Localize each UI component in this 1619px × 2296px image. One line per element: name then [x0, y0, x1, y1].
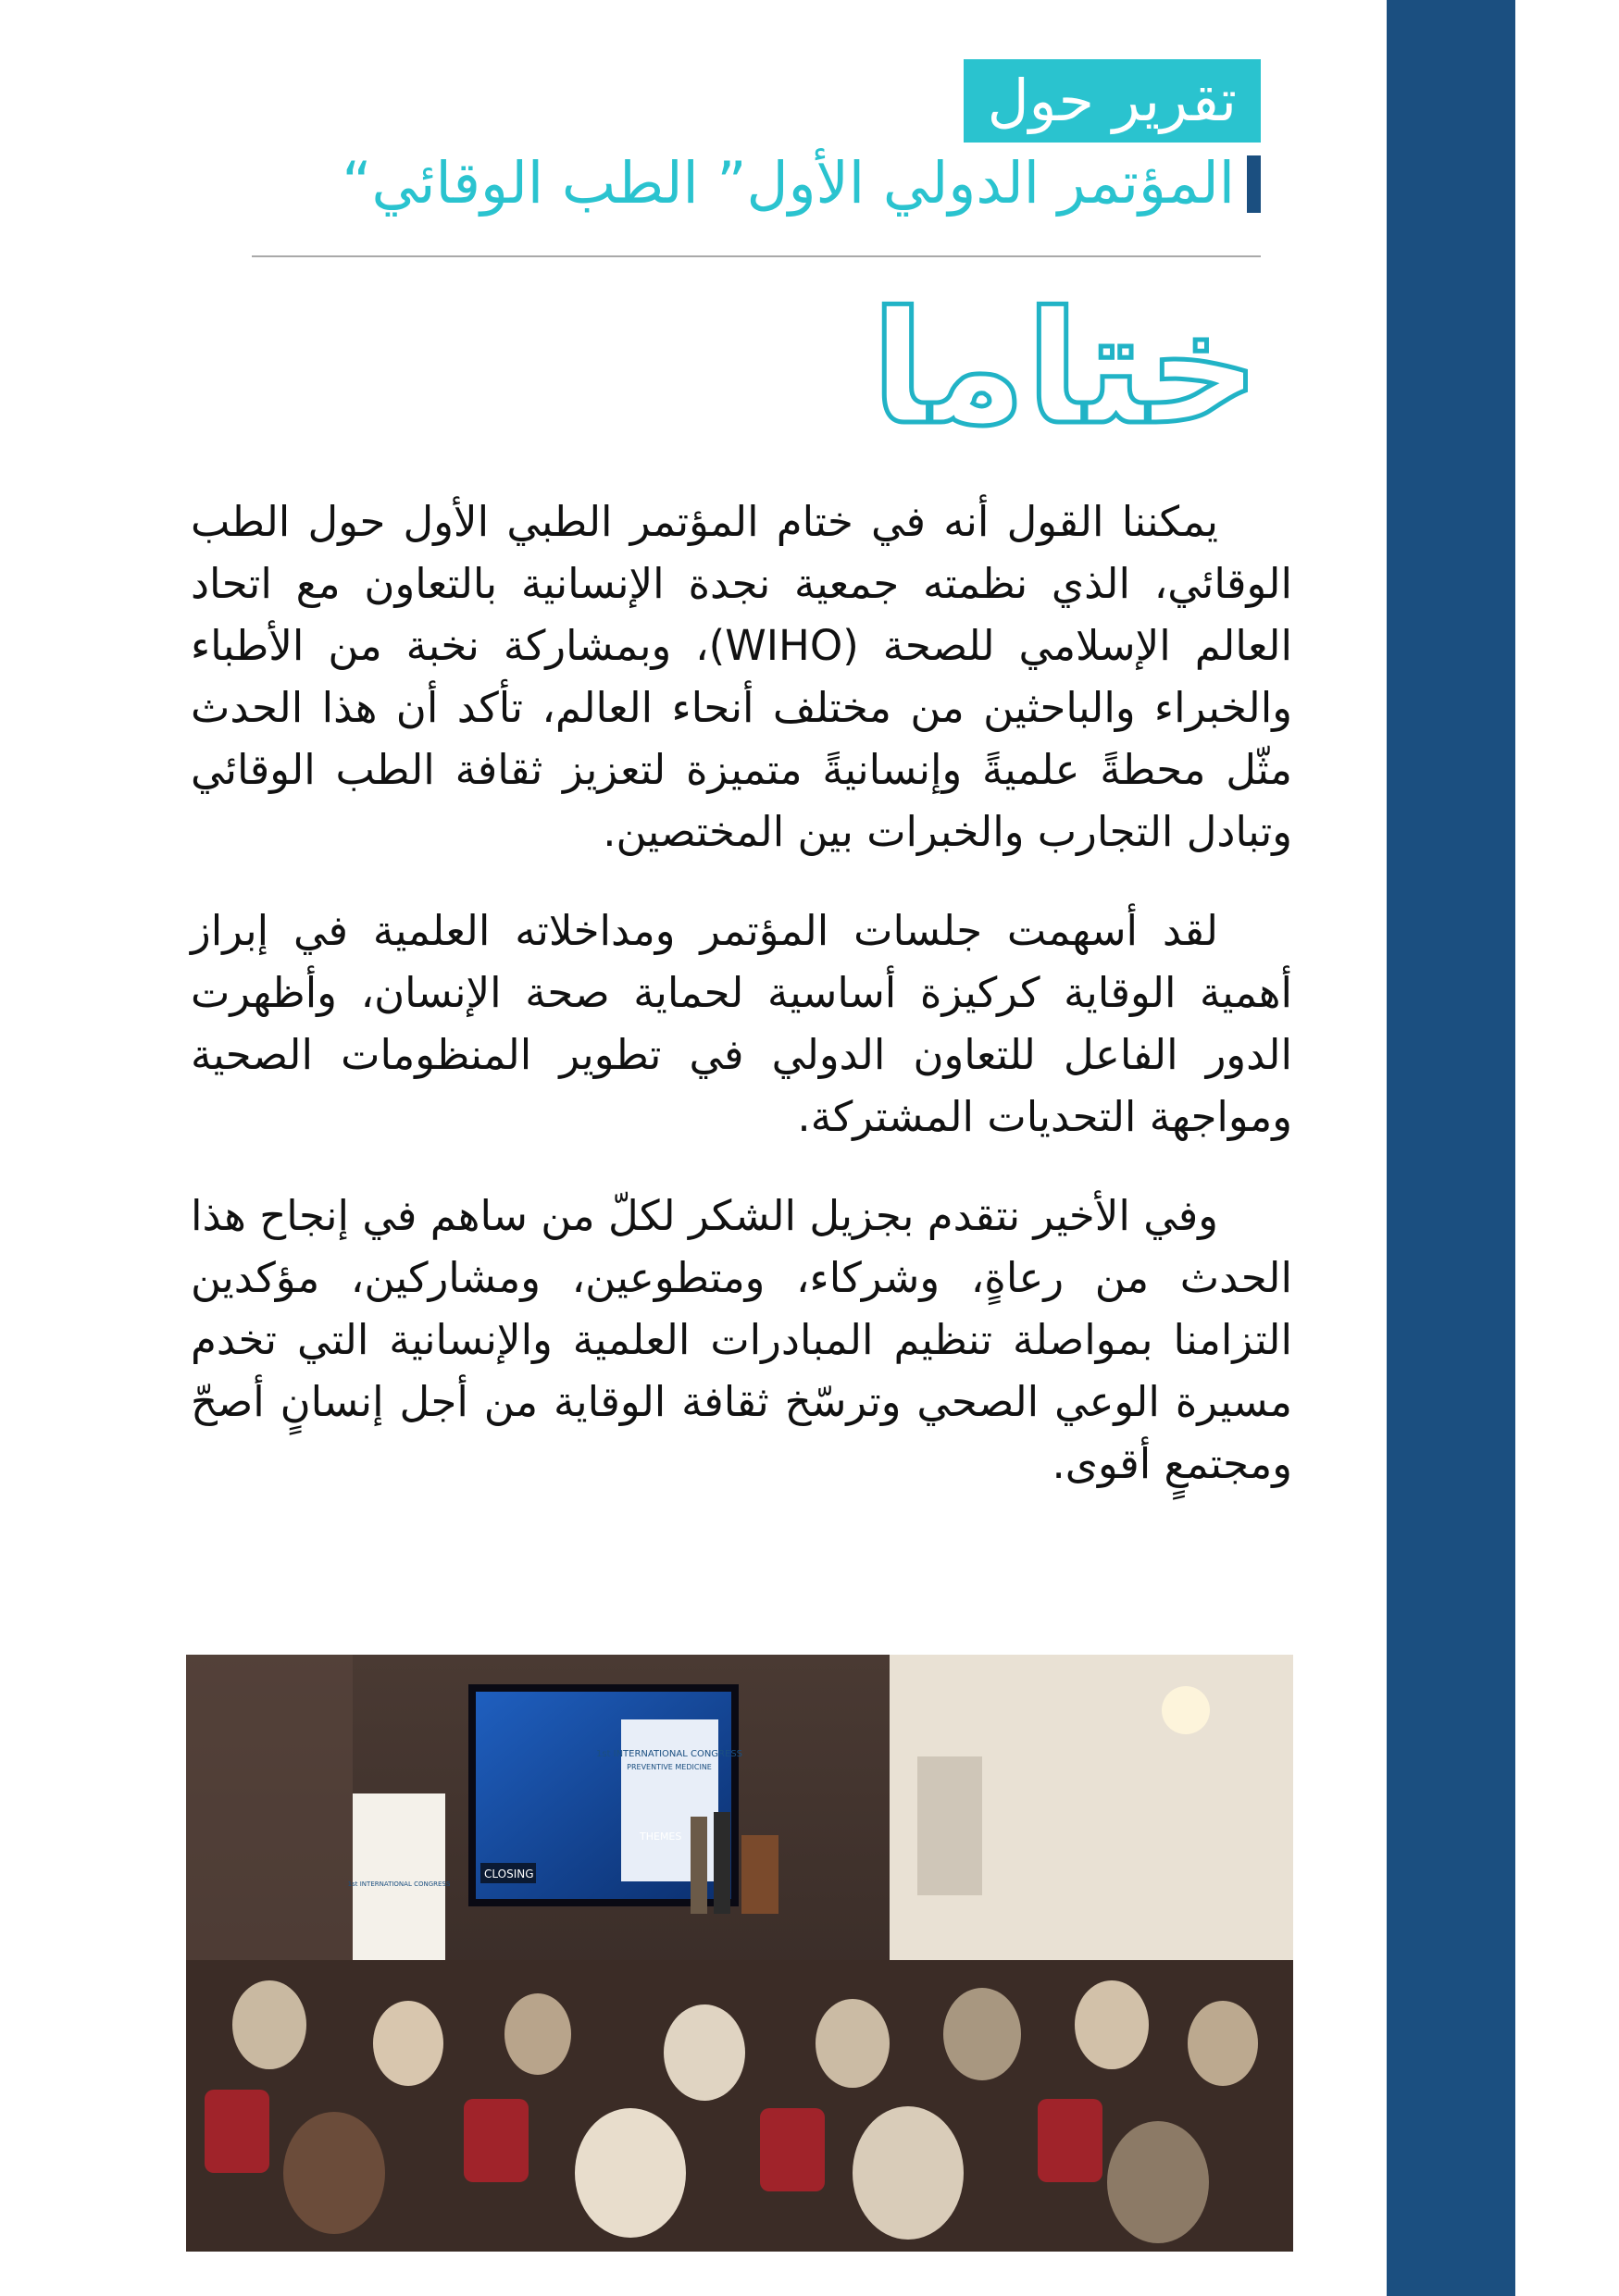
screen-title: 1st INTERNATIONAL CONGRESS — [595, 1749, 743, 1759]
conference-photo-illustration — [186, 1655, 1293, 2252]
paragraph-3: وفي الأخير نتقدم بجزيل الشكر لكلّ من ساهم في إنجاح هذا الحدث من رعاةٍ، وشركاء، ومتطوعين، ومشاركين، مؤكدين التزامنا بمواصلة تنظيم المبادرات العلمية والإنسانية التي تخدم مسيرة الوعي الصحي وترسّخ ثقافة الوقاية من أجل إنسانٍ أصحّ ومجتمعٍ أقوى. — [191, 1191, 1292, 1488]
speaker-2 — [691, 1817, 707, 1914]
header-badge: تقرير حول — [964, 59, 1261, 143]
paragraph-1: يمكننا القول أنه في ختام المؤتمر الطبي الأول حول الطب الوقائي، الذي نظمته جمعية نجدة الإنسانية بالتعاون مع اتحاد العالم الإسلامي للصحة (WIHO)، وبمشاركة نخبة من الأطباء والخبراء والباحثين من مختلف أنحاء العالم، تأكد أن هذا الحدث مثّل محطةً علميةً وإنسانيةً متميزة لتعزيز ثقافة الطب الوقائي وتبادل التجارب والخبرات بين المختصين. — [191, 497, 1292, 856]
wall-door — [917, 1756, 982, 1895]
paragraph-2: لقد أسهمت جلسات المؤتمر ومداخلاته العلمية في إبراز أهمية الوقاية كركيزة أساسية لحماية صحة الإنسان، وأظهرت الدور الفاعل للتعاون الدولي في تطوير المنظومات الصحية ومواجهة التحديات المشتركة. — [191, 906, 1292, 1141]
chandelier-icon — [1162, 1686, 1210, 1734]
section-title: ختاما — [871, 278, 1260, 459]
side-bar — [1387, 0, 1515, 2296]
banner-title: 1st INTERNATIONAL CONGRESS — [347, 1880, 451, 1888]
screen-subtitle: PREVENTIVE MEDICINE — [627, 1763, 712, 1771]
speaker-1 — [714, 1812, 730, 1914]
header-subtitle: المؤتمر الدولي الأول” الطب الوقائي“ — [342, 149, 1235, 217]
screen-label-closing: CLOSING — [484, 1868, 534, 1880]
podium — [741, 1835, 778, 1914]
conference-photo — [186, 1655, 1293, 2252]
header-accent-bar — [1247, 155, 1261, 213]
header-divider — [252, 255, 1261, 257]
screen-label-themes: THEMES — [640, 1831, 682, 1843]
body-text — [191, 490, 1292, 1532]
